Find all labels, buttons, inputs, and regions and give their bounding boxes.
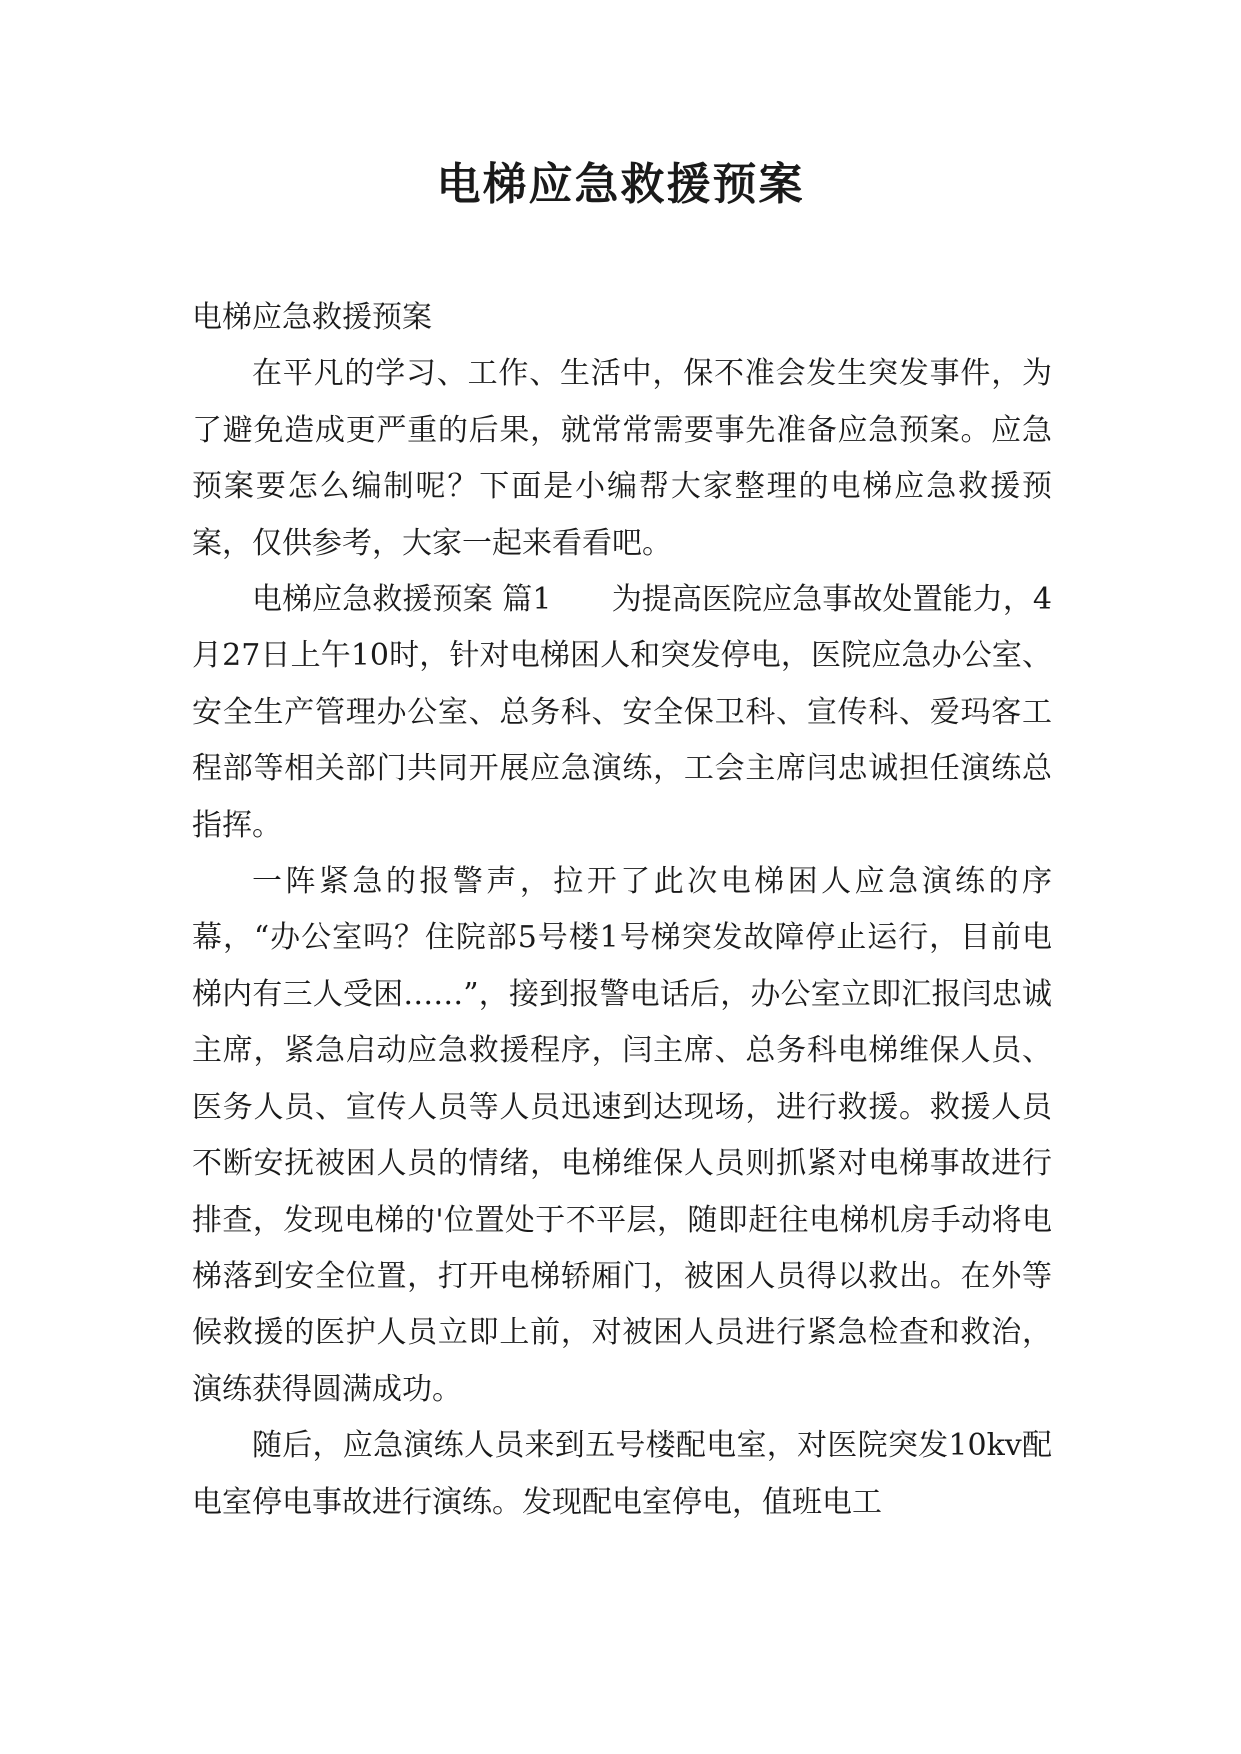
paragraph-intro: 在平凡的学习、工作、生活中，保不准会发生突发事件，为了避免造成更严重的后果，就常常需要事先准备应急预案。应急预案要怎么编制呢？下面是小编帮大家整理的电梯应急救援预案，仅供参考，大家一起来看看吧。 — [192, 356, 1052, 561]
paragraph-subtitle: 电梯应急救援预案 — [192, 300, 432, 335]
paragraph-power-drill: 随后，应急演练人员来到五号楼配电室，对医院突发10kv配电室停电事故进行演练。发现配电室停电，值班电工 — [192, 1428, 1052, 1520]
paragraph-elevator-drill: 一阵紧急的报警声，拉开了此次电梯困人应急演练的序幕，“办公室吗？住院部5号楼1号梯突发故障停止运行，目前电梯内有三人受困……”，接到报警电话后，办公室立即汇报闫忠诚主席，紧急启动应急救援程序，闫主席、总务科电梯维保人员、医务人员、宣传人员等人员迅速到达现场，进行救援。救援人员不断安抚被困人员的情绪，电梯维保人员则抓紧对电梯事故进行排查，发现电梯的'位置处于不平层，随即赶往电梯机房手动将电梯落到安全位置，打开电梯轿厢门，被困人员得以救出。在外等候救援的医护人员立即上前，对被困人员进行紧急检查和救治，演练获得圆满成功。 — [192, 864, 1052, 1407]
document-body — [192, 290, 1052, 1531]
document-title: 电梯应急救援预案 — [436, 159, 805, 210]
paragraph-section-1: 电梯应急救援预案 篇1 为提高医院应急事故处置能力，4月27日上午10时，针对电梯困人和突发停电，医院应急办公室、安全生产管理办公室、总务科、安全保卫科、宣传科、爱玛客工程部等相关部门共同开展应急演练，工会主席闫忠诚担任演练总指挥。 — [192, 582, 1052, 843]
